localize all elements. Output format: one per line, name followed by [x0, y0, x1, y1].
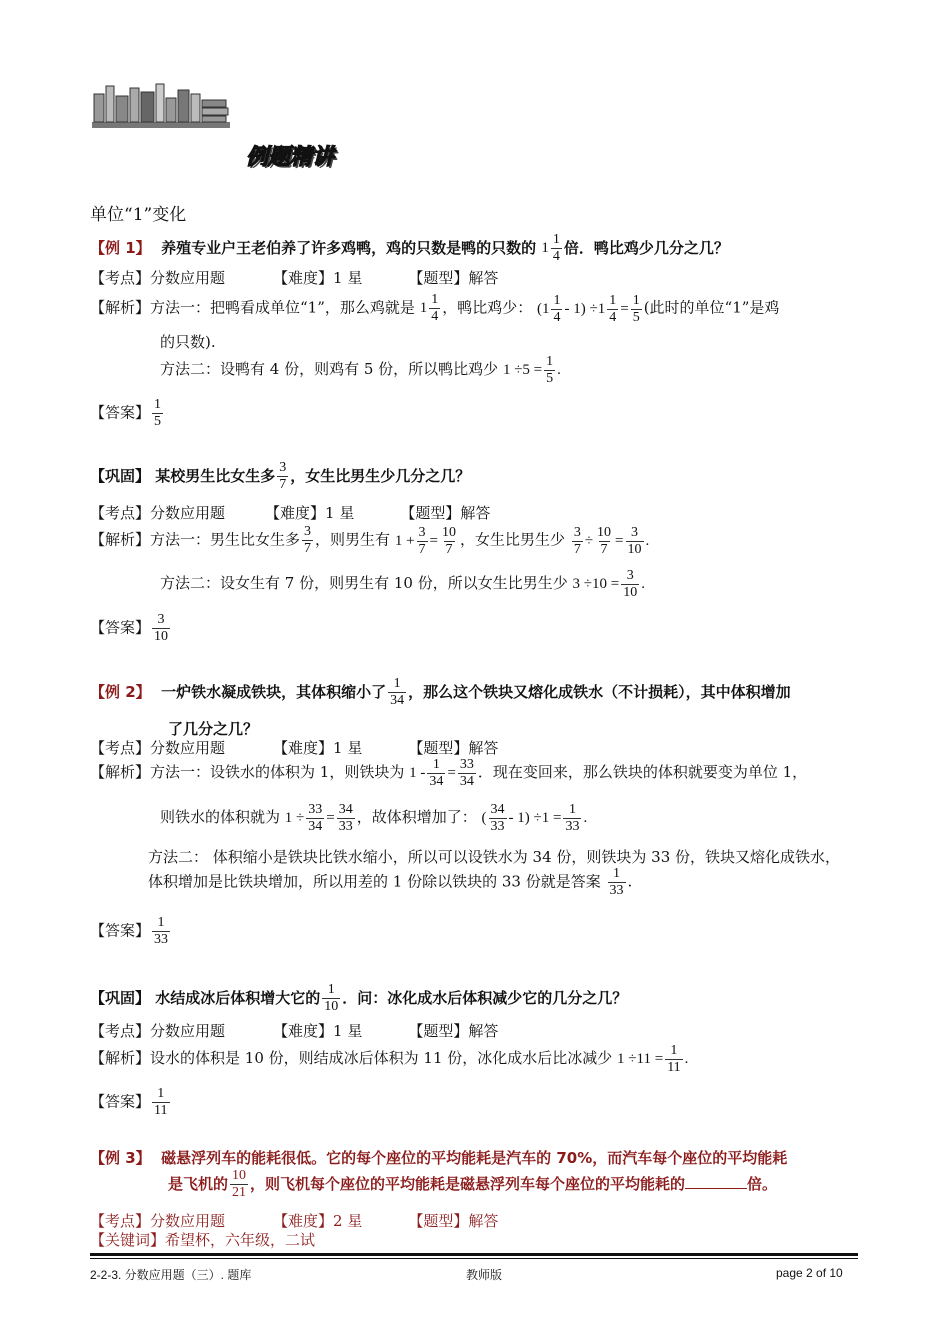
ex2-analysis-4: 体积增加是比铁块增加，所以用差的 1 份除以铁块的 33 份就是答案 $\frac{1}{33}$ .: [148, 866, 633, 898]
ex1-analysis-1: 【解析】方法一：把鸭看成单位“1”，那么鸡就是 1 $\frac{1}{4}$ ，鸭比鸡少： (1 $\frac{1}{4}$ - 1) ÷1 $\frac{1}{4}$ = $\frac{1}{5}$ (此时的单位“1”是鸡: [90, 292, 780, 325]
ex2-question: 【例 2】 一炉铁水凝成铁块，其体积缩小了 $\frac{1}{34}$ ，那么这个铁块又熔化成铁水（不计损耗），其中体积增加: [90, 676, 791, 708]
ex1-question: 【例 1】 养殖专业户王老伯养了许多鸡鸭，鸡的只数是鸭的只数的 1 $\frac{1}{4}$ 倍．鸭比鸡少几分之几？: [90, 232, 729, 264]
ex1-meta: 【考点】分数应用题 【难度】1 星 【题型】解答: [90, 269, 499, 287]
g2-answer: 【答案】 $\frac{1}{11}$: [90, 1086, 168, 1118]
ex3-meta: 【考点】分数应用题 【难度】2 星 【题型】解答: [90, 1212, 499, 1230]
g1-meta: 【考点】分数应用题 【难度】1 星 【题型】解答: [90, 504, 491, 522]
g2-analysis: 【解析】设水的体积是 10 份，则结成冰后体积为 11 份，冰化成水后比冰减少 1 ÷11 = $\frac{1}{11}$ .: [90, 1043, 689, 1075]
ex1-analysis-2: 的只数).: [160, 333, 216, 351]
g1-analysis-2: 方法二：设女生有 7 份，则男生有 10 份，所以女生比男生少 3 ÷10 = $\frac{3}{10}$ .: [160, 568, 645, 600]
g2-question: 【巩固】 水结成冰后体积增大它的 $\frac{1}{10}$ ．问：冰化成水后体积减少它的几分之几？: [90, 982, 628, 1014]
ex1-answer: 【答案】 $\frac{1}{5}$: [90, 397, 162, 429]
section-title: 单位“1”变化: [90, 205, 187, 225]
ex2-analysis-2: 则铁水的体积就为 1 ÷ $\frac{33}{34}$ = $\frac{34}{33}$ ，故体积增加了： ( $\frac{34}{33}$ - 1) ÷1 = $\frac{1}{33}$ .: [160, 802, 588, 834]
ex1-analysis-3: 方法二：设鸭有 4 份，则鸡有 5 份，所以鸭比鸡少 1 ÷5 = $\frac{1}{5}$ .: [160, 354, 561, 386]
ex3-question: 【例 3】 磁悬浮列车的能耗很低。它的每个座位的平均能耗是汽车的 70%，而汽车每个座位的平均能耗: [90, 1149, 788, 1167]
books-banner: [90, 82, 232, 130]
books-icon: [90, 82, 232, 130]
ex2-question-2: 了几分之几？: [168, 720, 259, 738]
ex2-analysis-3: 方法二： 体积缩小是铁块比铁水缩小，所以可以设铁水为 34 份，则铁块为 33 份，铁块又熔化成铁水，: [148, 848, 841, 866]
footer-page-number: page 2 of 10: [776, 1266, 843, 1280]
answer-blank[interactable]: [685, 1174, 747, 1189]
g1-analysis-1: 【解析】方法一：男生比女生多 $\frac{3}{7}$ ，则男生有 1 + $\frac{3}{7}$ = $\frac{10}{7}$ ，女生比男生少 $\frac{3}{7}$ ÷ $\frac{10}{7}$ = $\frac{3}{10}$ .: [90, 524, 650, 557]
footer-left: 2-2-3. 分数应用题（三）. 题库: [90, 1268, 252, 1282]
g1-question: 【巩固】 某校男生比女生多 $\frac{3}{7}$ ，女生比男生少几分之几？: [90, 460, 471, 492]
ex2-analysis-1: 【解析】方法一：设铁水的体积为 1，则铁块为 1 - $\frac{1}{34}$ = $\frac{33}{34}$ ．现在变回来，那么铁块的体积就要变为单位 1，: [90, 757, 808, 789]
footer-rule: [90, 1253, 858, 1256]
ex2-answer: 【答案】 $\frac{1}{33}$: [90, 915, 169, 947]
ex3-question-2: 是飞机的 $\frac{10}{21}$ ，则飞机每个座位的平均能耗是磁悬浮列车每个座位的平均能耗的 倍。: [168, 1168, 778, 1200]
ex3-keywords: 【关键词】希望杯，六年级，二试: [90, 1231, 316, 1249]
footer-center: 教师版: [466, 1268, 503, 1282]
ex2-meta: 【考点】分数应用题 【难度】1 星 【题型】解答: [90, 739, 499, 757]
g2-meta: 【考点】分数应用题 【难度】1 星 【题型】解答: [90, 1022, 499, 1040]
section-banner-title: 例题精讲: [246, 145, 335, 170]
g1-answer: 【答案】 $\frac{3}{10}$: [90, 612, 169, 644]
footer-rule-thin: [90, 1258, 858, 1259]
